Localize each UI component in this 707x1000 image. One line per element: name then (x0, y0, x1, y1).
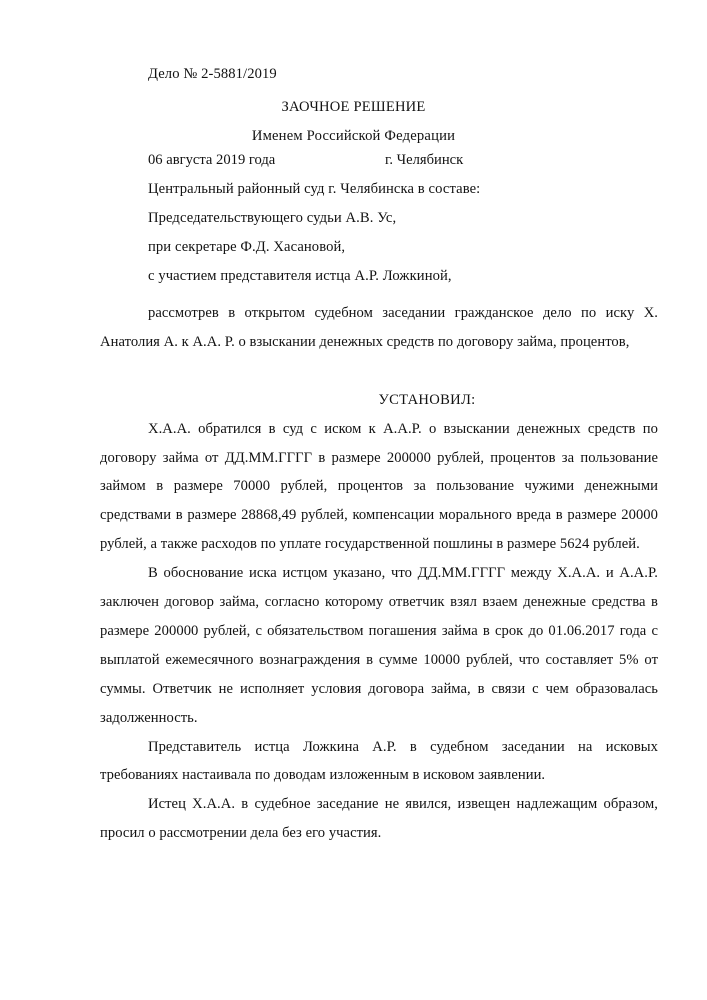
decision-city: г. Челябинск (385, 152, 464, 169)
document-body (100, 299, 658, 848)
plaintiff-absence-paragraph: Истец Х.А.А. в судебное заседание не явился, извещен надлежащим образом, просил о рассмотрении дела без его участия. (100, 796, 658, 842)
plaintiff-representative: с участием представителя истца А.Р. Ложкиной, (148, 267, 452, 284)
court-secretary: при секретаре Ф.Д. Хасановой, (148, 238, 346, 255)
representative-statement-paragraph: Представитель истца Ложкина А.Р. в судебном заседании на исковых требованиях настаивала по доводам изложенным в исковом заявлении. (100, 738, 658, 784)
issuing-authority: Именем Российской Федерации (251, 128, 456, 144)
header-gap-1 (148, 89, 658, 118)
court-name: Центральный районный суд г. Челябинска в составе: (148, 181, 481, 198)
header-gap-2 (148, 118, 658, 147)
document-title: ЗАОЧНОЕ РЕШЕНИЕ (281, 99, 426, 115)
claim-grounds-paragraph: В обоснование иска истцом указано, что ДД.ММ.ГГГГ между Х.А.А. и А.А.Р. заключен договор займа, согласно которому ответчик взял взаем денежные средства в размере 200000 рублей, с обязательством погашения займа в срок до 01.06.2017 года с выплатой ежемесячного вознаграждения в сумме 10000 рублей, что составляет 5% от суммы. Ответчик не исполняет условия договора займа, в связи с чем образовалась задолженность. (100, 565, 658, 726)
hearing-intro-paragraph: рассмотрев в открытом судебном заседании гражданское дело по иску Х. Анатолия А. к А.А. Р. о взыскании денежных средств по договору займа, процентов, (100, 305, 658, 350)
body-gap (100, 357, 658, 386)
decision-date: 06 августа 2019 года (148, 152, 276, 169)
claim-summary-paragraph: Х.А.А. обратился в суд с иском к А.А.Р. о взыскании денежных средств по договору займа от ДД.ММ.ГГГГ в размере 200000 рублей, процентов за пользование займом в размере 70000 рублей, процентов за пользование чужими денежными средствами в размере 28868,49 рублей, компенсации морального вреда в размере 20000 рублей, а также расходов по уплате государственной пошлины в размере 5624 рублей. (100, 420, 658, 553)
section-heading-ustanovil: УСТАНОВИЛ: (378, 391, 476, 408)
document-header (148, 60, 658, 290)
date-and-place-row (148, 146, 658, 175)
presiding-judge: Председательствующего судьи А.В. Ус, (148, 209, 397, 226)
case-number: Дело № 2-5881/2019 (148, 66, 277, 82)
